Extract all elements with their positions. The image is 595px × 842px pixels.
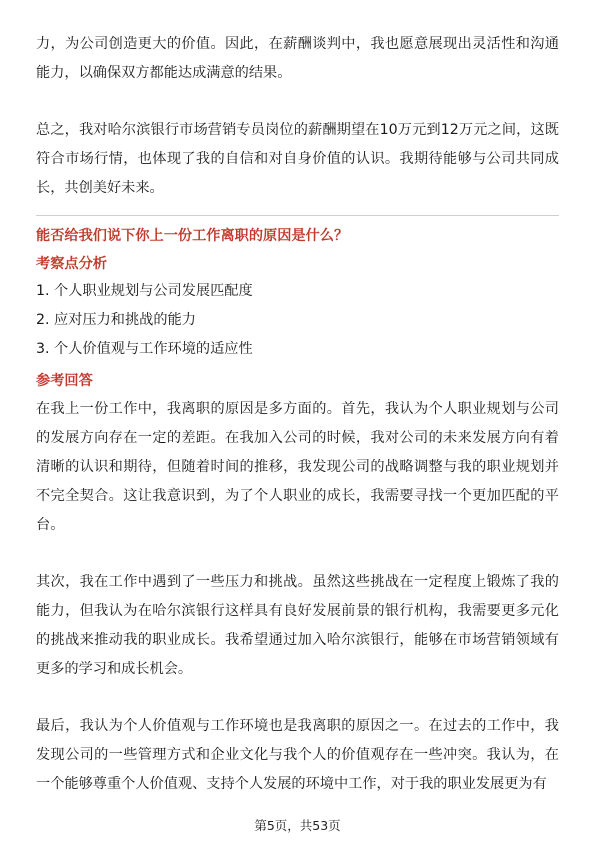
analysis-item: 2. 应对压力和挑战的能力 (36, 312, 196, 328)
answer-paragraph: 其次，我在工作中遇到了一些压力和挑战。虽然这些挑战在一定程度上锻炼了我的能力，但我认为在哈尔滨银行这样具有良好发展前景的银行机构，我需要更多元化的挑战来推动我的职业成长。我希望通过加入哈尔滨银行，能够在市场营销领域有更多的学习和成长机会。 (36, 574, 559, 677)
analysis-item: 1. 个人职业规划与公司发展匹配度 (36, 283, 253, 299)
analysis-item: 3. 个人价值观与工作环境的适应性 (36, 341, 253, 357)
paragraph-salary-flexibility: 力，为公司创造更大的价值。因此，在薪酬谈判中，我也愿意展现出灵活性和沟通能力，以确保双方都能达成满意的结果。 (36, 36, 559, 81)
answer-paragraph: 在我上一份工作中，我离职的原因是多方面的。首先，我认为个人职业规划与公司的发展方向存在一定的差距。在我加入公司的时候，我对公司的未来发展方向有着清晰的认识和期待，但随着时间的推移，我发现公司的战略调整与我的职业规划并不完全契合。这让我意识到，为了个人职业的成长，我需要寻找一个更加匹配的平台。 (36, 401, 559, 533)
interview-question: 能否给我们说下你上一份工作离职的原因是什么？ (36, 228, 349, 244)
page-number: 第5页，共53页 (254, 818, 341, 833)
paragraph-salary-summary: 总之，我对哈尔滨银行市场营销专员岗位的薪酬期望在10万元到12万元之间，这既符合市场行情，也体现了我的自信和对自身价值的认识。我期待能够与公司共同成长，共创美好未来。 (36, 122, 559, 196)
answer-paragraph: 最后，我认为个人价值观与工作环境也是我离职的原因之一。在过去的工作中，我发现公司的一些管理方式和企业文化与我个人的价值观存在一些冲突。我认为，在一个能够尊重个人价值观、支持个人发展的环境中工作，对于我的职业发展更为有 (36, 718, 559, 792)
analysis-heading: 考察点分析 (36, 256, 107, 272)
section-divider (36, 215, 559, 216)
answer-heading: 参考回答 (36, 373, 93, 389)
